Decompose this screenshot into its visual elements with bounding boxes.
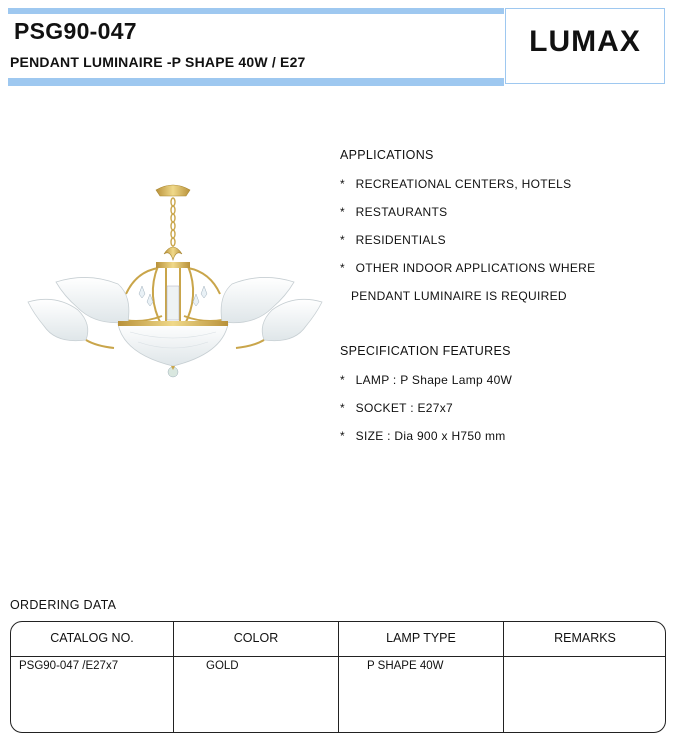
- ordering-table: [10, 621, 666, 733]
- header-top-bar: [8, 8, 504, 14]
- spec-text: SIZE : Dia 900 x H750 mm: [355, 429, 506, 443]
- application-item: [340, 261, 595, 275]
- spec-text: SOCKET : E27x7: [355, 401, 453, 415]
- application-text: RESIDENTIALS: [355, 233, 446, 247]
- spec-item: [340, 401, 453, 415]
- ordering-title: ORDERING DATA: [10, 598, 117, 612]
- application-item: [340, 233, 446, 247]
- bullet: *: [340, 177, 345, 191]
- cell-catalog: PSG90-047 /E27x7: [19, 660, 119, 672]
- column-header-remarks: REMARKS: [554, 631, 616, 645]
- bullet: *: [340, 429, 345, 443]
- product-model: PSG90-047: [14, 18, 137, 44]
- application-item: [340, 177, 571, 191]
- application-item: [340, 205, 447, 219]
- header: [8, 8, 504, 86]
- application-text: RESTAURANTS: [355, 205, 448, 219]
- bullet: *: [340, 401, 345, 415]
- column-header-catalog: CATALOG NO.: [50, 631, 134, 645]
- bullet: *: [340, 373, 345, 387]
- application-continuation: PENDANT LUMINAIRE IS REQUIRED: [351, 289, 567, 303]
- brand-logo: LUMAX: [529, 25, 641, 58]
- spec-item: [340, 429, 506, 443]
- brand-logo-box: [505, 8, 665, 84]
- application-text: OTHER INDOOR APPLICATIONS WHERE: [355, 261, 596, 275]
- cell-color: GOLD: [206, 660, 239, 672]
- spec-text: LAMP : P Shape Lamp 40W: [355, 373, 513, 387]
- chandelier-image: [26, 176, 324, 386]
- application-text: RECREATIONAL CENTERS, HOTELS: [355, 177, 572, 191]
- product-subtitle: PENDANT LUMINAIRE -P SHAPE 40W / E27: [10, 54, 306, 70]
- bullet: *: [340, 205, 345, 219]
- cell-lamp-type: P SHAPE 40W: [367, 660, 444, 672]
- spec-item: [340, 373, 512, 387]
- column-header-lamp-type: LAMP TYPE: [386, 631, 456, 645]
- column-header-color: COLOR: [233, 631, 279, 645]
- bullet: *: [340, 233, 345, 247]
- bullet: *: [340, 261, 345, 275]
- specification-title: SPECIFICATION FEATURES: [340, 344, 511, 358]
- header-bottom-bar: [8, 78, 504, 86]
- applications-title: APPLICATIONS: [340, 148, 434, 162]
